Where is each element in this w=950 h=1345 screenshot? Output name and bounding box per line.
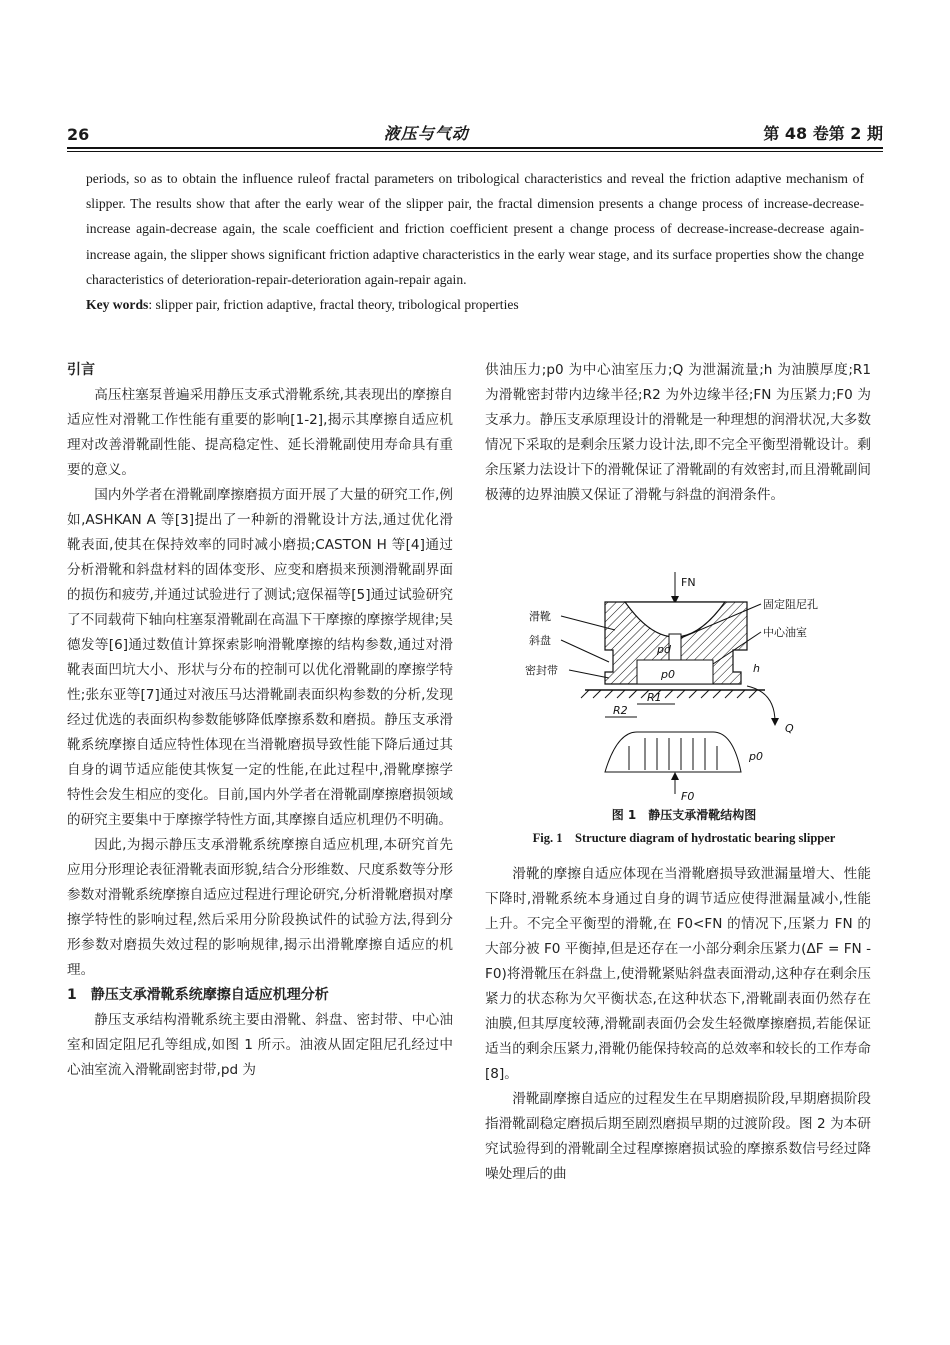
figure-caption-en: Fig. 1 Structure diagram of hydrostatic bearing slipper bbox=[532, 831, 836, 845]
paragraph: 高压柱塞泵普遍采用静压支承式滑靴系统,其表现出的摩擦自适应性对滑靴工作性能有重要的影响[1-2],揭示其摩擦自适应机理对改善滑靴副性能、提高稳定性、延长滑靴副使用寿命具有重要的意义。 bbox=[67, 387, 453, 478]
section-heading: 1 静压支承滑靴系统摩擦自适应机理分析 bbox=[67, 987, 329, 1003]
page-number: 26 bbox=[67, 125, 90, 144]
paragraph: 滑靴副摩擦自适应的过程发生在早期磨损阶段,早期磨损阶段指滑靴副稳定磨损后期至剧烈磨损早期的过渡阶段。图 2 为本研究试验得到的滑靴副全过程摩擦磨损试验的摩擦系数信号经过降噪处理后的曲 bbox=[485, 1091, 871, 1182]
label-fn: FN bbox=[681, 576, 696, 589]
slipper-diagram bbox=[485, 572, 883, 802]
label-p0: p0 bbox=[661, 668, 675, 681]
keywords bbox=[86, 292, 864, 317]
header-rule-thin bbox=[67, 151, 883, 152]
label-r2: R2 bbox=[613, 704, 628, 717]
intro-heading: 引言 bbox=[67, 362, 95, 378]
keywords-label: Key words bbox=[86, 297, 149, 313]
label-p0-dist: p0 bbox=[749, 750, 763, 763]
journal-title: 液压与气动 bbox=[383, 124, 469, 143]
label-slipper: 滑靴 bbox=[529, 610, 551, 623]
left-column bbox=[67, 358, 453, 1083]
label-orifice: 固定阻尼孔 bbox=[763, 598, 818, 611]
label-swashplate: 斜盘 bbox=[529, 634, 551, 647]
paragraph: 静压支承结构滑靴系统主要由滑靴、斜盘、密封带、中心油室和固定阻尼孔等组成,如图 1 所示。油液从固定阻尼孔经过中心油室流入滑靴副密封带,pd 为 bbox=[67, 1012, 453, 1078]
paragraph: 滑靴的摩擦自适应体现在当滑靴磨损导致泄漏量增大、性能下降时,滑靴系统本身通过自身的调节适应使得泄漏量减小,性能上升。不完全平衡型的滑靴,在 F0<FN 的情况下,压紧力 FN 的大部分被 F0 平衡掉,但是还存在一小部分剩余压紧力(ΔF = FN - F0)将滑靴压在斜盘上,使滑靴紧贴斜盘表面滑动,这种存在剩余压紧力的状态称为欠平衡状态,在这种状态下,滑靴副表面仍然存在油膜,但其厚度较薄,滑靴副表面仍会发生轻微摩擦磨损,若能保证适当的剩余压紧力,滑靴仍能保持较高的总效率和较长的工作寿命[8]。 bbox=[485, 866, 871, 1082]
label-r1: R1 bbox=[647, 691, 662, 704]
label-h: h bbox=[753, 662, 760, 675]
abstract bbox=[86, 166, 864, 317]
abstract-text: periods, so as to obtain the influence ruleof fractal parameters on tribological characteristics and reveal the friction adaptive mechanism of slipper. The results show that after the early wear of the slipper pair, the fractal dimension presents a change process of increase-decrease-increase again-decrease again, the scale coefficient and friction coefficient present a change process of decrease-increase-decrease again-increase again, the slipper shows significant friction adaptive characteristics in the early wear stage, and its surface properties show the change characteristics of deterioration-repair-deterioration again-repair again. bbox=[86, 171, 864, 287]
paragraph: 供油压力;p0 为中心油室压力;Q 为泄漏流量;h 为油膜厚度;R1 为滑靴密封带内边缘半径;R2 为外边缘半径;FN 为压紧力;F0 为支承力。静压支承原理设计的滑靴是一种理想的润滑状况,大多数情况下采取的是剩余压紧力设计法,即不完全平衡型滑靴设计。剩余压紧力法设计下的滑靴保证了滑靴副的有效密封,而且滑靴副间极薄的边界油膜又保证了滑靴与斜盘的润滑条件。 bbox=[485, 362, 871, 503]
label-pd: pd bbox=[657, 643, 671, 656]
paragraph: 国内外学者在滑靴副摩擦磨损方面开展了大量的研究工作,例如,ASHKAN A 等[3]提出了一种新的滑靴设计方法,通过优化滑靴表面,使其在保持效率的同时减小磨损;CASTON H 等[4]通过分析滑靴和斜盘材料的固体变形、应变和磨损来预测滑靴副界面的损伤和疲劳,并通过试验进行了测试;寇保福等[5]通过试验研究了不同载荷下轴向柱塞泵滑靴副在高温下干摩擦的摩擦学规律;吴德发等[6]通过数值计算探索影响滑靴摩擦的结构参数,通过对滑靴表面凹坑大小、形状与分布的控制可以优化滑靴副的摩擦学特性;张东亚等[7]通过对液压马达滑靴副表面织构参数的分析,发现经过优选的表面织构参数能够降低摩擦系数和磨损。静压支承滑靴系统摩擦自适应特性体现在当滑靴磨损导致性能下降后通过其自身的调节适应能使其恢复一定的性能,在此过程中,滑靴摩擦学特性会发生相应的变化。目前,国内外学者在滑靴副摩擦磨损领域的研究主要集中于摩擦学特性方面,其摩擦自适应机理仍不明确。 bbox=[67, 487, 453, 828]
label-chamber: 中心油室 bbox=[763, 626, 807, 639]
label-seal: 密封带 bbox=[525, 664, 558, 677]
right-column-lower bbox=[485, 862, 871, 1187]
issue-label: 第 48 卷第 2 期 bbox=[763, 124, 883, 143]
paragraph: 因此,为揭示静压支承滑靴系统摩擦自适应机理,本研究首先应用分形理论表征滑靴表面形貌,结合分形维数、尺度系数等分形参数对滑靴系统摩擦自适应过程进行理论研究,分析滑靴磨损对摩擦学特性的影响过程,然后采用分阶段换试件的试验方法,得到分形参数对磨损失效过程的影响规律,揭示出滑靴摩擦自适应的机理。 bbox=[67, 837, 453, 978]
page-header bbox=[67, 120, 883, 144]
keywords-text: : slipper pair, friction adaptive, fractal theory, tribological properties bbox=[148, 297, 519, 313]
figure-caption-zh: 图 1 静压支承滑靴结构图 bbox=[611, 808, 757, 822]
right-column bbox=[485, 358, 871, 508]
header-rule bbox=[67, 147, 883, 149]
label-f0: F0 bbox=[681, 790, 695, 802]
label-q: Q bbox=[785, 722, 794, 735]
